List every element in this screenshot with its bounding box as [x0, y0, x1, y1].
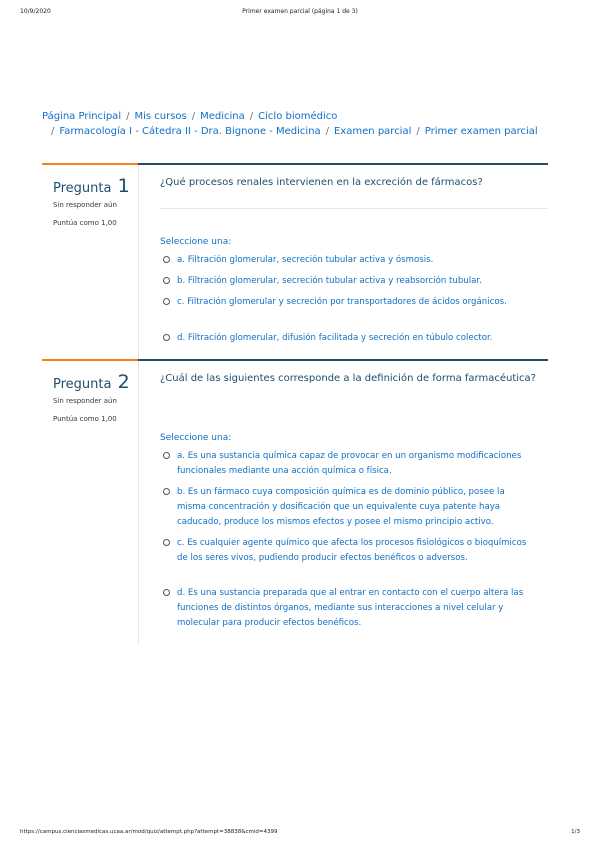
- answer-option-d[interactable]: [163, 331, 533, 346]
- breadcrumb-medicina[interactable]: Medicina: [200, 111, 245, 122]
- question-text: ¿Cuál de las siguientes corresponde a la definición de forma farmacéutica?: [160, 373, 536, 384]
- question-grade: Puntúa como 1,00: [53, 415, 117, 423]
- question-label: Pregunta: [53, 181, 112, 196]
- question-info: [42, 361, 139, 644]
- question-number: [53, 371, 130, 393]
- answer-option-text: a. Es una sustancia química capaz de provocar en un organismo modificaciones funcionales mediante una acción química o física.: [177, 451, 522, 476]
- answer-option-text: c. Es cualquier agente químico que afecta los procesos fisiológicos o bioquímicos de los seres vivos, pudiendo producir efectos benéficos o adversos.: [177, 538, 527, 563]
- radio-button[interactable]: [163, 452, 170, 459]
- answer-option-text: b. Es un fármaco cuya composición química es de dominio público, posee la misma concentración y dosificación que un equivalente cuya patente haya caducado, produce los mismos efectos y posee el mismo principio activo.: [177, 487, 505, 527]
- breadcrumb-separator: /: [416, 126, 420, 137]
- answer-option-b[interactable]: [163, 274, 533, 289]
- print-date: 10/9/2020: [20, 8, 51, 15]
- question-number-value: 2: [117, 371, 130, 393]
- answer-prompt: Seleccione una:: [160, 237, 232, 247]
- print-header: [0, 8, 600, 20]
- radio-button[interactable]: [163, 488, 170, 495]
- breadcrumb-course[interactable]: Farmacología I - Cátedra II - Dra. Bignone - Medicina: [59, 126, 321, 137]
- answer-option-a[interactable]: [163, 253, 533, 268]
- question-text: ¿Qué procesos renales intervienen en la excreción de fármacos?: [160, 177, 483, 188]
- breadcrumb-separator: /: [191, 111, 196, 122]
- answer-option-text: d. Filtración glomerular, difusión facilitada y secreción en túbulo colector.: [177, 333, 493, 343]
- breadcrumb-home[interactable]: Página Principal: [42, 111, 122, 122]
- breadcrumb-separator: /: [51, 126, 55, 137]
- breadcrumb-separator: /: [249, 111, 254, 122]
- radio-button[interactable]: [163, 539, 170, 546]
- answer-option-a[interactable]: [163, 449, 533, 479]
- breadcrumb-exam-section[interactable]: Examen parcial: [334, 126, 412, 137]
- answer-option-b[interactable]: [163, 485, 533, 530]
- answer-option-text: d. Es una sustancia preparada que al entrar en contacto con el cuerpo altera las funciones de distintos órganos, mediante sus interacciones a nivel celular y molecular para producir efectos benéficos.: [177, 588, 524, 628]
- radio-button[interactable]: [163, 277, 170, 284]
- answer-option-c[interactable]: [163, 536, 533, 566]
- question-info: [42, 165, 139, 359]
- question-content: [139, 165, 548, 359]
- question-state: Sin responder aún: [53, 397, 117, 405]
- answer-option-c[interactable]: [163, 295, 533, 310]
- print-url: https://campus.cienciasmedicas.ucaa.ar/mod/quiz/attempt.php?attempt=38838&cmid=4399: [20, 829, 278, 835]
- breadcrumb-row-1: [42, 109, 542, 124]
- breadcrumb-separator: /: [126, 111, 130, 122]
- breadcrumb-my-courses[interactable]: Mis cursos: [134, 111, 187, 122]
- radio-button[interactable]: [163, 298, 170, 305]
- radio-button[interactable]: [163, 589, 170, 596]
- radio-button[interactable]: [163, 334, 170, 341]
- breadcrumb: [42, 109, 542, 139]
- breadcrumb-row-2: [42, 124, 542, 139]
- print-page-number: 1/3: [571, 829, 580, 835]
- question-label: Pregunta: [53, 377, 112, 392]
- question-state: Sin responder aún: [53, 201, 117, 209]
- answer-option-text: a. Filtración glomerular, secreción tubular activa y ósmosis.: [177, 255, 434, 265]
- answer-option-d[interactable]: [163, 586, 533, 631]
- question-content: [139, 361, 548, 644]
- question-number-value: 1: [117, 175, 130, 197]
- answer-option-text: c. Filtración glomerular y secreción por transportadores de ácidos orgánicos.: [177, 297, 507, 307]
- question-grade: Puntúa como 1,00: [53, 219, 117, 227]
- breadcrumb-quiz[interactable]: Primer examen parcial: [424, 126, 538, 137]
- question-text-separator: [160, 208, 548, 209]
- answer-option-text: b. Filtración glomerular, secreción tubular activa y reabsorción tubular.: [177, 276, 482, 286]
- breadcrumb-ciclo-biomedico[interactable]: Ciclo biomédico: [258, 111, 338, 122]
- question-2: [42, 359, 548, 644]
- breadcrumb-separator: /: [325, 126, 330, 137]
- answer-prompt: Seleccione una:: [160, 433, 232, 443]
- question-number: [53, 175, 130, 197]
- radio-button[interactable]: [163, 256, 170, 263]
- question-1: [42, 163, 548, 359]
- print-title: Primer examen parcial (página 1 de 3): [242, 8, 358, 15]
